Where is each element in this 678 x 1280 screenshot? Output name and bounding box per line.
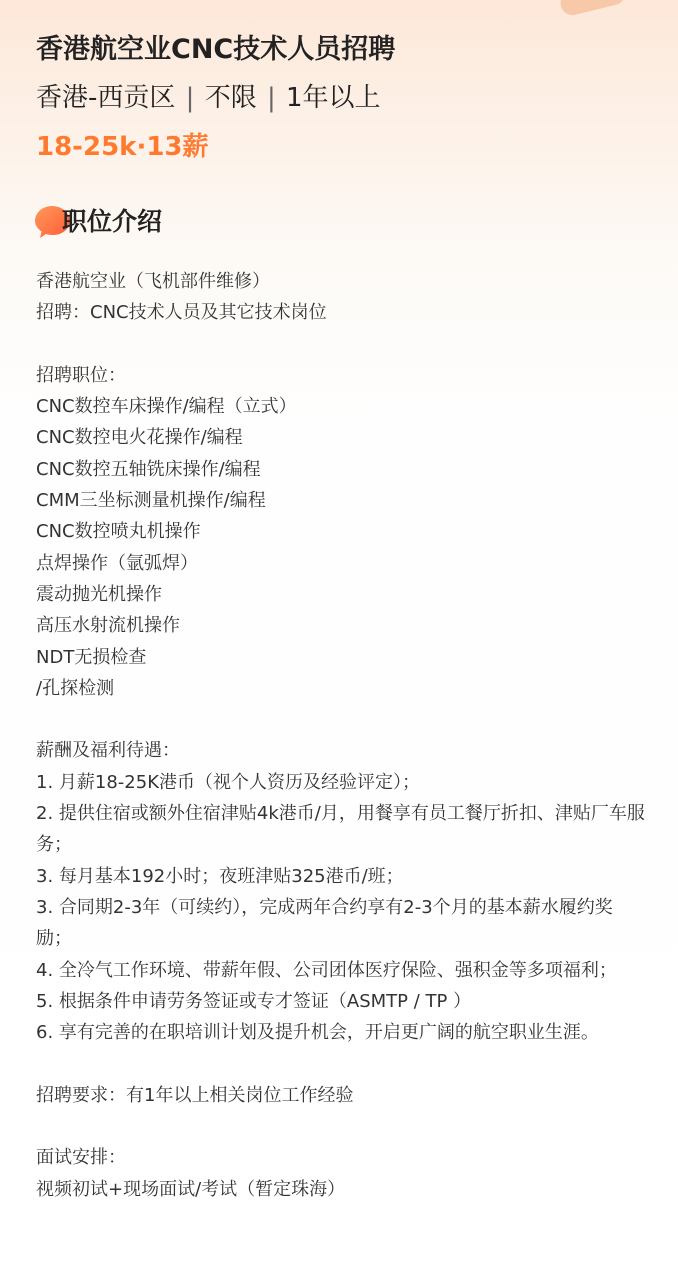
description-line: 招聘：CNC技术人员及其它技术岗位 — [36, 302, 327, 324]
description-line — [36, 1048, 646, 1079]
description-line: 香港航空业（飞机部件维修） — [36, 271, 270, 292]
description-line: 4. 全冷气工作环境、带薪年假、公司团体医疗保险、强积金等多项福利； — [36, 959, 617, 981]
description-line — [36, 329, 646, 360]
decorative-corner-shape — [558, 0, 628, 18]
description-line: 视频初试+现场面试/考试（暂定珠海） — [36, 1178, 346, 1200]
job-degree: 不限 — [204, 83, 257, 113]
description-line: 1. 月薪18-25K港币（视个人资历及经验评定）； — [36, 771, 421, 793]
job-experience: 1年以上 — [286, 83, 381, 113]
description-line: /孔探检测 — [36, 677, 115, 699]
job-location: 香港-西贡区 — [36, 83, 176, 113]
job-salary: 18-25k·13薪 — [36, 132, 209, 162]
job-meta — [36, 78, 646, 118]
meta-separator: | — [266, 83, 276, 113]
description-line: 2. 提供住宿或额外住宿津贴4k港币/月，用餐享有员工餐厅折扣、津贴厂车服务； — [36, 803, 645, 856]
description-line: 招聘要求：有1年以上相关岗位工作经验 — [36, 1084, 354, 1106]
meta-separator: | — [185, 83, 195, 113]
description-line: NDT无损检查 — [36, 646, 147, 668]
description-line: CNC数控车床操作/编程（立式） — [36, 396, 297, 418]
description-line: 震动抛光机操作 — [36, 583, 162, 605]
job-title: 香港航空业CNC技术人员招聘 — [36, 34, 396, 65]
description-line: CNC数控五轴铣床操作/编程 — [36, 458, 261, 480]
job-header — [36, 30, 646, 166]
job-description — [36, 266, 646, 1205]
description-line — [36, 1111, 646, 1142]
description-line: CMM三坐标测量机操作/编程 — [36, 490, 266, 512]
description-line: CNC数控电火花操作/编程 — [36, 427, 243, 449]
description-line: 5. 根据条件申请劳务签证或专才签证（ASMTP / TP ） — [36, 990, 472, 1012]
section-header — [36, 200, 162, 244]
section-title: 职位介绍 — [62, 207, 163, 236]
description-line: 6. 享有完善的在职培训计划及提升机会，开启更广阔的航空职业生涯。 — [36, 1022, 599, 1044]
description-line: 薪酬及福利待遇： — [36, 740, 180, 762]
description-line: 3. 每月基本192小时；夜班津贴325港币/班； — [36, 865, 404, 887]
description-line: 3. 合同期2-3年（可续约），完成两年合约享有2-3个月的基本薪水履约奖励； — [36, 896, 613, 950]
description-line: 高压水射流机操作 — [36, 615, 180, 637]
description-line: 招聘职位： — [36, 364, 126, 386]
description-line: 面试安排： — [36, 1147, 126, 1169]
description-line: 点焊操作（氩弧焊） — [36, 552, 198, 574]
description-line: CNC数控喷丸机操作 — [36, 521, 201, 543]
description-line — [36, 704, 646, 735]
